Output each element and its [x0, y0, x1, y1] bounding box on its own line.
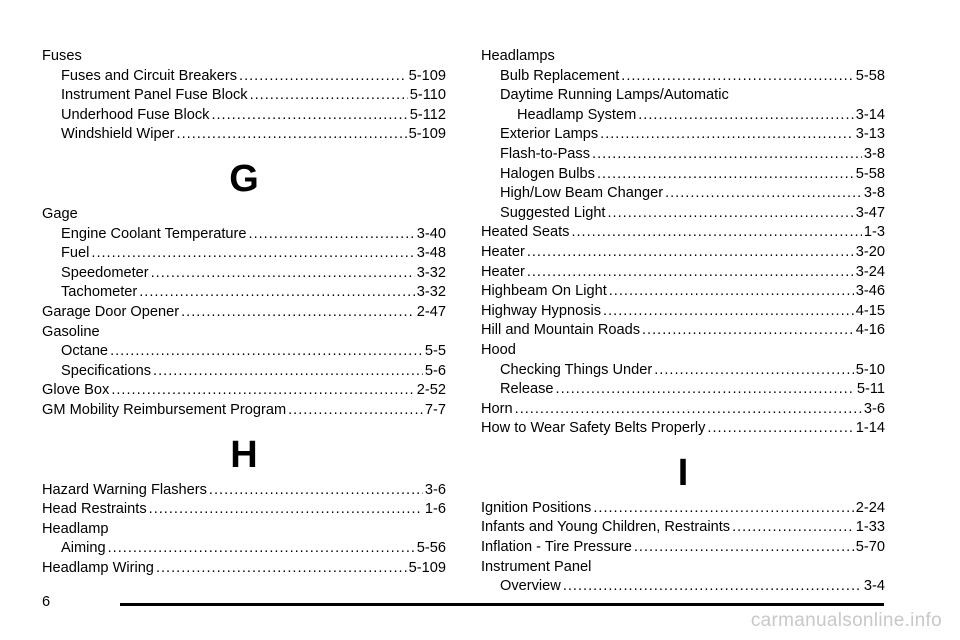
entry-label: Garage Door Opener: [42, 303, 180, 320]
entry-page-ref: 3-6: [863, 400, 885, 417]
dot-leader: [593, 499, 853, 519]
entry-page-ref: 1-3: [863, 224, 885, 241]
dot-leader: [239, 67, 407, 87]
index-entry: [481, 419, 885, 439]
entry-label: Suggested Light: [500, 204, 606, 221]
entry-label: Tachometer: [61, 284, 138, 301]
index-subentry: [42, 106, 446, 126]
dot-leader: [110, 342, 423, 362]
entry-page-ref: 5-109: [408, 126, 446, 143]
dot-leader: [665, 184, 862, 204]
entry-label: Instrument Panel Fuse Block: [61, 87, 248, 104]
entry-label: Heater: [481, 263, 525, 280]
dot-leader: [556, 380, 855, 400]
index-entry: [42, 323, 446, 343]
dot-leader: [654, 361, 854, 381]
index-entry: [481, 243, 885, 263]
entry-label: Highway Hypnosis: [481, 302, 602, 319]
index-subentry: [42, 67, 446, 87]
index-entry: [42, 381, 446, 401]
index-subentry: [481, 125, 885, 145]
entry-page-ref: 3-46: [855, 283, 885, 300]
entry-page-ref: 5-10: [855, 361, 885, 378]
entry-label: Highbeam On Light: [481, 283, 607, 300]
entry-label: Gage: [42, 205, 78, 222]
index-subentry: [42, 244, 446, 264]
index-column-left: [42, 47, 446, 578]
index-entry: [42, 520, 446, 540]
index-entry: [481, 400, 885, 420]
entry-label: Fuses and Circuit Breakers: [61, 67, 238, 84]
section-letter: H: [230, 433, 258, 476]
entry-page-ref: 3-47: [855, 204, 885, 221]
footer-rule: [120, 603, 884, 606]
dot-leader: [108, 539, 415, 559]
section-letter: I: [677, 451, 689, 494]
dot-leader: [563, 577, 862, 597]
entry-page-ref: 3-48: [416, 245, 446, 262]
entry-page-ref: 5-70: [855, 539, 885, 556]
index-entry: [42, 559, 446, 579]
watermark: carmanualsonline.info: [750, 610, 942, 631]
dot-leader: [288, 401, 423, 421]
index-entry: [481, 282, 885, 302]
entry-page-ref: 5-5: [424, 343, 446, 360]
entry-page-ref: 3-32: [416, 284, 446, 301]
dot-leader: [621, 67, 854, 87]
index-entry: [42, 47, 446, 67]
dot-leader: [211, 106, 407, 126]
entry-page-ref: 3-8: [863, 145, 885, 162]
entry-page-ref: 7-7: [424, 401, 446, 418]
index-entry: [42, 481, 446, 501]
entry-page-ref: 5-58: [855, 165, 885, 182]
entry-label: Gasoline: [42, 323, 100, 340]
dot-leader: [732, 518, 854, 538]
dot-leader: [153, 362, 423, 382]
dot-leader: [91, 244, 414, 264]
dot-leader: [634, 538, 854, 558]
index-subentry: [481, 184, 885, 204]
dot-leader: [156, 559, 407, 579]
entry-label: Ignition Positions: [481, 499, 592, 516]
entry-page-ref: 1-33: [855, 519, 885, 536]
entry-label: Head Restraints: [42, 501, 147, 518]
entry-page-ref: 4-15: [855, 302, 885, 319]
entry-label: Hood: [481, 341, 516, 358]
entry-label: Heated Seats: [481, 224, 570, 241]
dot-leader: [571, 223, 861, 243]
index-entry: [42, 205, 446, 225]
entry-label: Headlamp: [42, 520, 109, 537]
index-entry: [481, 223, 885, 243]
index-subentry: [42, 225, 446, 245]
dot-leader: [707, 419, 853, 439]
entry-label: Halogen Bulbs: [500, 165, 595, 182]
index-entry: [42, 500, 446, 520]
entry-page-ref: 3-40: [416, 225, 446, 242]
index-entry: [42, 401, 446, 421]
dot-leader: [177, 125, 407, 145]
entry-page-ref: 5-58: [855, 67, 885, 84]
entry-page-ref: 3-4: [863, 578, 885, 595]
index-entry: [481, 518, 885, 538]
dot-leader: [527, 263, 854, 283]
dot-leader: [527, 243, 854, 263]
entry-label: How to Wear Safety Belts Properly: [481, 420, 706, 437]
entry-page-ref: 4-16: [855, 322, 885, 339]
entry-page-ref: 3-13: [855, 126, 885, 143]
entry-page-ref: 2-47: [416, 303, 446, 320]
dot-leader: [607, 204, 853, 224]
entry-label: GM Mobility Reimbursement Program: [42, 401, 287, 418]
entry-label: Release: [500, 381, 554, 398]
index-subentry: [42, 125, 446, 145]
entry-page-ref: 3-20: [855, 243, 885, 260]
dot-leader: [139, 283, 415, 303]
entry-page-ref: 3-24: [855, 263, 885, 280]
entry-label: Engine Coolant Temperature: [61, 225, 247, 242]
dot-leader: [638, 106, 854, 126]
dot-leader: [609, 282, 854, 302]
index-subentry: [481, 106, 885, 126]
entry-label: Hill and Mountain Roads: [481, 322, 640, 339]
section-letter: G: [229, 157, 259, 200]
entry-label: Hazard Warning Flashers: [42, 481, 207, 498]
index-subentry: [42, 283, 446, 303]
index-subentry: [42, 362, 446, 382]
index-entry: [481, 558, 885, 578]
entry-label: Overview: [500, 578, 561, 595]
index-column-right: [481, 47, 885, 597]
entry-label: Aiming: [61, 540, 106, 557]
dot-leader: [149, 500, 423, 520]
entry-page-ref: 1-6: [424, 501, 446, 518]
entry-label: Heater: [481, 243, 525, 260]
entry-label: Daytime Running Lamps/Automatic: [500, 87, 729, 104]
index-subentry: [42, 539, 446, 559]
entry-label: Horn: [481, 400, 513, 417]
entry-page-ref: 3-32: [416, 264, 446, 281]
entry-page-ref: 3-6: [424, 481, 446, 498]
index-subentry: [481, 204, 885, 224]
index-entry: [481, 321, 885, 341]
index-subentry: [481, 67, 885, 87]
index-entry: [481, 341, 885, 361]
entry-label: Instrument Panel: [481, 558, 592, 575]
dot-leader: [603, 302, 854, 322]
entry-label: Headlamps: [481, 48, 555, 64]
index-entry: [481, 538, 885, 558]
entry-page-ref: 5-11: [856, 381, 885, 398]
dot-leader: [111, 381, 414, 401]
index-subentry: [481, 380, 885, 400]
index-subentry: [481, 577, 885, 597]
entry-label: Exterior Lamps: [500, 126, 599, 143]
entry-label: Checking Things Under: [500, 361, 653, 378]
entry-label: High/Low Beam Changer: [500, 185, 664, 202]
index-subentry: [481, 86, 885, 106]
index-subentry: [481, 361, 885, 381]
entry-page-ref: 3-8: [863, 185, 885, 202]
entry-page-ref: 5-56: [416, 540, 446, 557]
entry-page-ref: 3-14: [855, 106, 885, 123]
dot-leader: [592, 145, 862, 165]
entry-label: Headlamp Wiring: [42, 559, 154, 576]
entry-page-ref: 5-109: [408, 67, 446, 84]
dot-leader: [600, 125, 854, 145]
entry-page-ref: 5-112: [409, 106, 446, 123]
entry-label: Speedometer: [61, 264, 149, 281]
dot-leader: [642, 321, 854, 341]
index-subentry: [42, 86, 446, 106]
dot-leader: [151, 264, 415, 284]
entry-label: Windshield Wiper: [61, 126, 175, 143]
entry-page-ref: 2-52: [416, 382, 446, 399]
entry-label: Fuel: [61, 245, 90, 262]
index-entry: [42, 303, 446, 323]
page-number: 6: [42, 594, 51, 610]
dot-leader: [181, 303, 415, 323]
entry-label: Infants and Young Children, Restraints: [481, 519, 731, 536]
index-entry: [481, 47, 885, 67]
entry-label: Bulb Replacement: [500, 67, 620, 84]
index-entry: [481, 302, 885, 322]
dot-leader: [597, 165, 854, 185]
entry-label: Fuses: [42, 48, 82, 64]
entry-page-ref: 5-109: [408, 559, 446, 576]
index-subentry: [481, 145, 885, 165]
entry-label: Headlamp System: [517, 106, 637, 123]
index-subentry: [42, 342, 446, 362]
dot-leader: [249, 225, 415, 245]
entry-label: Underhood Fuse Block: [61, 106, 210, 123]
index-entry: [481, 499, 885, 519]
entry-page-ref: 2-24: [855, 499, 885, 516]
entry-page-ref: 5-110: [409, 87, 446, 104]
entry-label: Flash-to-Pass: [500, 145, 591, 162]
dot-leader: [250, 86, 408, 106]
index-subentry: [481, 165, 885, 185]
index-subentry: [42, 264, 446, 284]
entry-page-ref: 1-14: [855, 420, 885, 437]
dot-leader: [515, 400, 862, 420]
dot-leader: [209, 481, 423, 501]
entry-page-ref: 5-6: [424, 362, 446, 379]
entry-label: Octane: [61, 343, 109, 360]
entry-label: Inflation - Tire Pressure: [481, 539, 632, 556]
index-entry: [481, 263, 885, 283]
entry-label: Glove Box: [42, 382, 110, 399]
entry-label: Specifications: [61, 362, 152, 379]
